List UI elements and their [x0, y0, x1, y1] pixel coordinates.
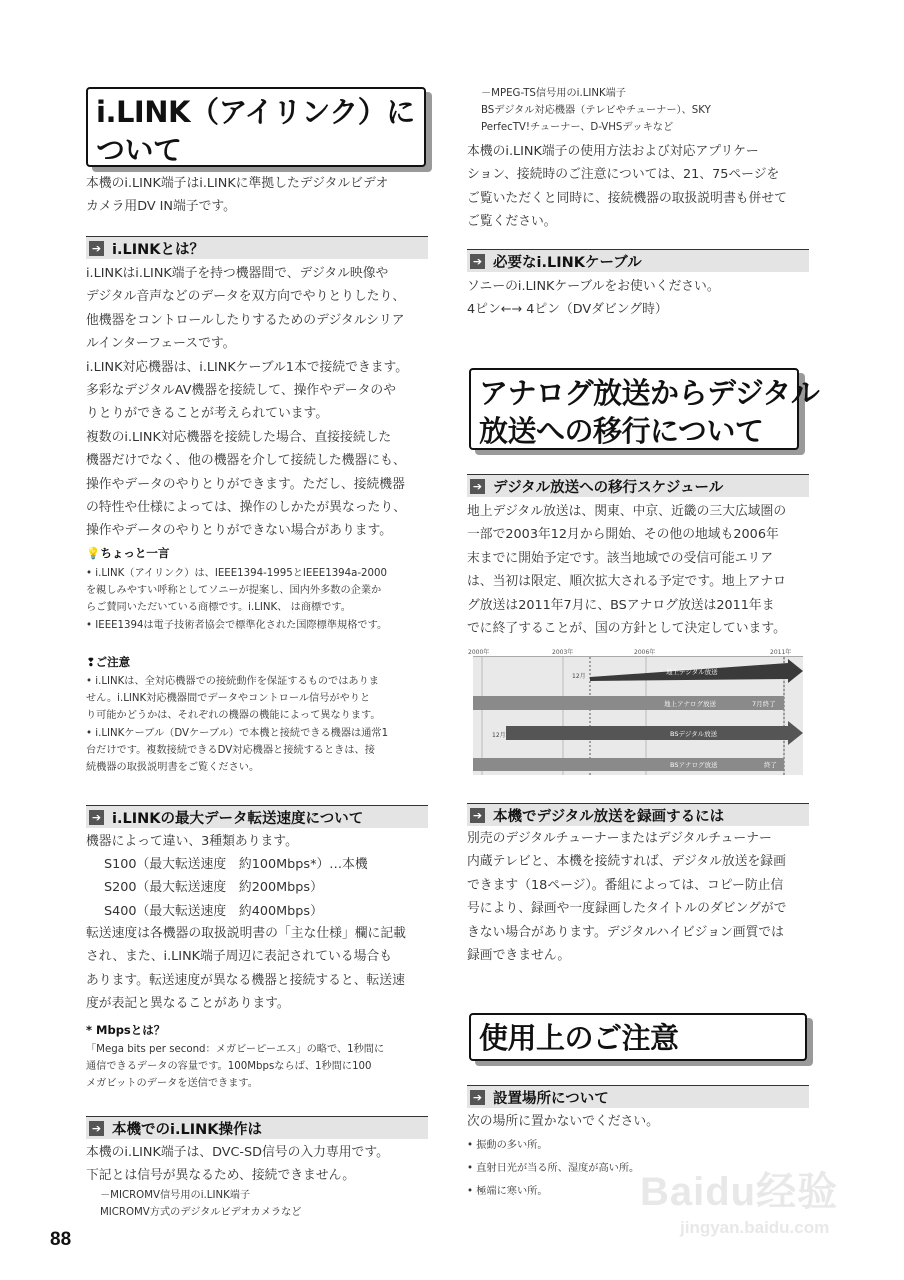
title-precautions: 使用上のご注意 — [469, 1013, 807, 1061]
watermark-url: jingyan.baidu.com — [680, 1218, 830, 1237]
arrow-icon: ➔ — [470, 1090, 485, 1105]
label-bs-digital: BSデジタル放送 — [670, 730, 718, 738]
tip-list: • i.LINK（アイリンク）は、IEEE1394-1995とIEEE1394a-2000 を親しみやすい呼称としてソニーが提案し、国内外多数の企業か らご賛同いただいている商標です。i.LINK、 は商標です。 • IEEE1394は電子技術者協会で標準化された国際標準規格です。 — [86, 568, 388, 631]
broadcast-timeline-diagram — [466, 645, 810, 777]
label-bs-analog: BSアナログ放送 — [670, 761, 718, 769]
note-end: 終了 — [764, 761, 777, 769]
installation-location-list: • 振動の多い所。 • 直射日光が当る所、湿度が高い所。 • 極端に寒い所。 — [467, 1140, 640, 1197]
ilink-operation-list: －MICROMV信号用のi.LINK端子 MICROMV方式のデジタルビデオカメラなど — [100, 1190, 302, 1219]
caution-heading: ❢ご注意 — [86, 655, 131, 669]
bar-terrestrial-analog — [473, 696, 784, 710]
title-ilink-line1: i.LINK（アイリンク）に — [96, 95, 415, 129]
bar-bs-analog — [473, 758, 784, 771]
note-dec-bs: 12月 — [492, 732, 506, 739]
arrow-icon: ➔ — [470, 808, 485, 823]
transfer-speed-list: S100（最大転送速度 約100Mbps*）…本機 S200（最大転送速度 約200Mbps） S400（最大転送速度 約400Mbps） — [104, 857, 368, 919]
record-digital-body: 別売のデジタルチューナーまたはデジタルチューナー 内蔵テレビと、本機を接続すれば、デジタル放送を録画 できます（18ページ）。番組によっては、コピー防止信 号により、録画や一度録画したタイトルのダビングがで きない場合があります。デジタルハイビジョン画質では 録画できません。 — [467, 831, 787, 964]
mpeg-ts-list: －MPEG-TS信号用のi.LINK端子 BSデジタル対応機器（テレビやチューナー）、SKY PerfecTV!チューナー、D-VHSデッキなど — [481, 88, 711, 134]
year-label-2000: 2000年 — [468, 649, 490, 656]
watermark-logo: Baidu经验 — [640, 1170, 839, 1214]
arrow-icon: ➔ — [470, 254, 485, 269]
label-terrestrial-analog: 地上アナログ放送 — [664, 700, 716, 708]
year-label-2006: 2006年 — [634, 649, 656, 656]
section-required-cable: ➔ 必要なi.LINKケーブル — [467, 249, 809, 272]
label-terrestrial-digital: 地上デジタル放送 — [666, 668, 718, 676]
title-ilink — [86, 87, 426, 167]
title-ilink-line2: ついて — [96, 133, 182, 167]
what-is-ilink-body: i.LINKはi.LINK端子を持つ機器間で、デジタル映像や デジタル音声などのデータを双方向でやりとりしたり、 他機器をコントロールしたりするためのデジタルシリア ルインターフェースです。 i.LINK対応機器は、i.LINKケーブル1本で接続できます。 多彩なデジタルAV機器を接続して、操作やデータのや りとりができることが考えられています。 複数のi.LINK対応機器を接続した場合、直接接続した 機器だけでなく、他の機器を介して接続した機器にも、 操作やデータのやりとりができます。ただし、接続機器 の特性や仕様によっては、操作のしかたが異なったり、 操作やデータのやりとりができない場合があります。 — [86, 266, 409, 539]
arrow-icon: ➔ — [89, 1121, 104, 1136]
transfer-speed-body: 転送速度は各機器の取扱説明書の「主な仕様」欄に記載 され、また、i.LINK端子周辺に表記されている場合も あります。転送速度が異なる機器と接続すると、転送速 度が表記と異なることがあります。 — [86, 926, 406, 1012]
intro-text: 本機のi.LINK端子はi.LINKに準拠したデジタルビデオ カメラ用DV IN端子です。 — [86, 176, 389, 215]
year-label-2011: 2011年 — [770, 649, 792, 656]
page-number: 88 — [50, 1229, 72, 1250]
arrow-icon: ➔ — [89, 810, 104, 825]
ilink-operation-body: 本機のi.LINK端子は、DVC-SD信号の入力専用です。 下記とは信号が異なるため、接続できません。 — [86, 1145, 389, 1184]
mbps-text: 「Mega bits per second：メガビーピーエス」の略で、1秒間に 通信できるデータの容量です。100Mbpsならば、1秒間に100 メガビットのデータを送信できます。 — [86, 1044, 385, 1090]
usage-reference-text: 本機のi.LINK端子の使用方法および対応アプリケー ション、接続時のご注意については、21、75ページを ご覧いただくと同時に、接続機器の取扱説明書も併せて ご覧ください。 — [467, 144, 787, 230]
caution-icon: ❢ — [86, 655, 96, 669]
arrow-icon: ➔ — [89, 241, 104, 256]
transfer-speed-intro: 機器によって違い、3種類あります。 — [86, 834, 298, 849]
required-cable-body: ソニーのi.LINKケーブルをお使いください。 4ピン←→ 4ピン（DVダビング時） — [467, 279, 720, 318]
caution-list: • i.LINKは、全対応機器での接続動作を保証するものではありま せん。i.LINK対応機器間でデータやコントロール信号がやりと り可能かどうかは、それぞれの機器の機能によって異なります。 • i.LINKケーブル（DVケーブル）で本機と接続できる機器は通常1 台だけです。複数接続できるDV対応機器と接続するときは、接 続機器の取扱説明書をご覧ください。 — [86, 676, 389, 774]
lightbulb-icon: 💡 — [86, 546, 101, 560]
arrow-icon: ➔ — [470, 479, 485, 494]
installation-location-body: 次の場所に置かないでください。 — [467, 1114, 659, 1129]
section-installation-location: ➔ 設置場所について — [467, 1085, 809, 1108]
section-what-is-ilink: ➔ i.LINKとは？ — [86, 236, 428, 259]
section-transfer-speed: ➔ i.LINKの最大データ転送速度について — [86, 805, 428, 828]
section-transition-schedule: ➔ デジタル放送への移行スケジュール — [467, 474, 809, 497]
section-ilink-operation: ➔ 本機でのi.LINK操作は — [86, 1116, 428, 1139]
section-record-digital: ➔ 本機でデジタル放送を録画するには — [467, 803, 809, 826]
title-analog-to-digital: アナログ放送からデジタル 放送への移行について — [469, 368, 799, 450]
note-dec-terrestrial: 12月 — [572, 673, 586, 680]
mbps-heading: * Mbpsとは？ — [86, 1023, 166, 1037]
transition-schedule-body: 地上デジタル放送は、関東、中京、近畿の三大広域圏の 一部で2003年12月から開始、その他の地域も2006年 末までに開始予定です。該当地域での受信可能エリア は、当初は限定、順次拡大される予定です。地上アナロ グ放送は2011年7月に、BSアナログ放送は2011年ま でに終了することが、国の方針として決定しています。 — [467, 504, 787, 637]
year-label-2003: 2003年 — [552, 649, 574, 656]
tip-heading: 💡ちょっと一言 — [86, 546, 170, 560]
note-jul-end: 7月終了 — [752, 700, 776, 708]
